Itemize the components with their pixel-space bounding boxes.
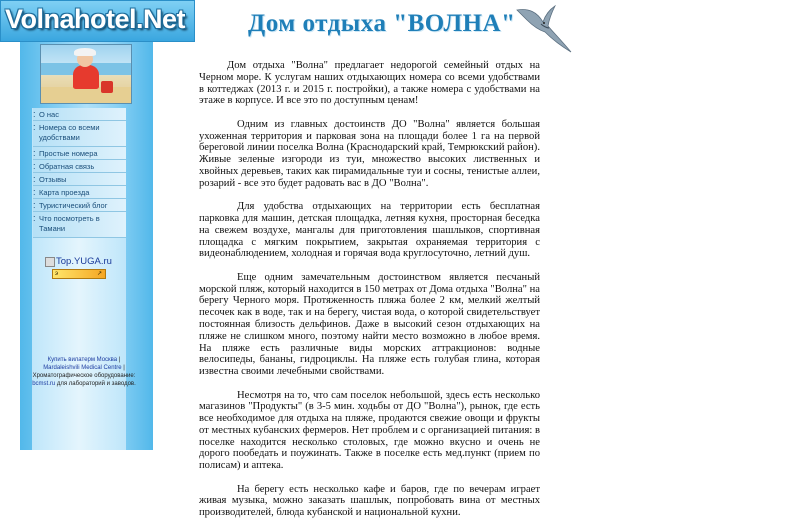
menu-item-rooms-all-amenities[interactable]	[33, 121, 126, 147]
ad-link-bcmst[interactable]: bcmst.ru	[32, 381, 56, 387]
menu-item-label: О нас	[39, 110, 59, 119]
seagull-icon	[515, 2, 573, 54]
menu-item-about[interactable]	[33, 108, 126, 121]
ad-text: Хроматографическое оборудование:	[32, 373, 136, 379]
header-photo-child-on-beach	[40, 44, 132, 104]
bullet-icon: :	[33, 174, 36, 184]
menu-item-label: Что посмотреть в Тамани	[39, 214, 100, 233]
site-logo[interactable]	[0, 0, 195, 42]
ad-text: для лабораторий и заводов.	[55, 381, 136, 387]
paragraph-territory: Одним из главных достоинств ДО "Волна" является большая ухоженная территория и парковая зона на площади более 1 га на первой береговой линии поселка Волна (Краснодарский край, Темрюкский район). Живые зеленые изгороди из туи, множество высоких лиственных и хвойных деревьев, таких как пирамидальные туи и сосны, тенистые аллеи, розарий - все это будет радовать вас в ДО "Волна".	[199, 118, 540, 189]
menu-item-reviews[interactable]	[33, 173, 126, 186]
paragraph-beach: Еще одним замечательным достоинством является песчаный морской пляж, который находится в 150 метрах от Дома отдыха "Волна" на берегу Черного моря. Протяженность пляжа более 2 км, мелкий желтый песочек как в воде, так и на берегу, чистая вода, о которой свидетельствует постоянная близость дельфинов. Даже в высокий сезон отдыхающих на пляже не слишком много, поэтому найти место возможно в любое время. На пляже есть различные виды морских аттракционов: водные велосипеды, бананы, гидроциклы. На пляже есть голубая глина, которая известна своими лечебными свойствами.	[199, 271, 540, 378]
paragraph-amenities: Для удобства отдыхающих на территории есть бесплатная парковка для машин, детская площадка, летняя кухня, просторная беседка на свежем воздухе, мангалы для приготовления шашлыков, спортивная площадка с мягким покрытием, закрытая охраняемая территория с видеонаблюдением, холодная и горячая вода круглосуточно, летний душ.	[199, 201, 540, 260]
bullet-icon: :	[33, 109, 36, 119]
logo-text: Volnahotel.Net	[5, 4, 186, 34]
bullet-icon: :	[33, 200, 36, 210]
bullet-icon: :	[33, 213, 36, 223]
menu-item-label: Обратная связь	[39, 162, 95, 171]
broken-image-icon	[45, 257, 55, 267]
menu-item-what-to-see[interactable]	[33, 212, 126, 238]
arrow-icon: ↗	[96, 271, 102, 277]
menu-item-feedback[interactable]	[33, 160, 126, 173]
bullet-icon: :	[33, 161, 36, 171]
ad-link-medical-centre[interactable]: Mardaleishvili Medical Centre	[43, 365, 122, 371]
bullet-icon: :	[33, 148, 36, 158]
rating-banner-link[interactable]	[45, 256, 112, 267]
menu-item-directions-map[interactable]	[33, 186, 126, 199]
menu-item-label: Простые номера	[39, 149, 98, 158]
sidebar-menu	[33, 108, 126, 238]
menu-item-travel-blog[interactable]	[33, 199, 126, 212]
rating-banner-alt: Top.YUGA.ru	[56, 256, 112, 267]
bullet-icon: :	[33, 122, 36, 132]
visitor-counter[interactable]	[52, 269, 106, 279]
paragraph-intro: Дом отдыха "Волна" предлагает недорогой семейный отдых на Черном море. К услугам наших отдыхающих номера со всеми удобствами в коттеджах (2013 г. и 2015 г. постройки), а также номера с удобствами на этаже в корпусе. И все это по доступным ценам!	[199, 60, 540, 107]
separator: |	[121, 365, 125, 371]
paragraph-village: Несмотря на то, что сам поселок небольшой, здесь есть несколько магазинов "Продукты" (в 3-5 мин. ходьбы от ДО "Волна"), рынок, где есть все необходимое для отдыха на пляже, продаются свежие овощи и фрукты от местных кубанских фермеров. Нет проблем и с организацией питания: в поселке находится несколько столовых, где можно вкусно и очень не дорого пообедать и поужинать. Также в поселке есть мед.пункт (прием по полисам) и аптека.	[199, 389, 540, 472]
page-title: Дом отдыха "ВОЛНА"	[248, 10, 516, 37]
menu-item-label: Номера со всеми удобствами	[39, 123, 100, 142]
menu-item-label: Карта проезда	[39, 188, 90, 197]
sidebar-ad-links	[30, 356, 138, 388]
separator: |	[117, 357, 121, 363]
menu-item-label: Отзывы	[39, 175, 67, 184]
menu-item-simple-rooms[interactable]	[33, 147, 126, 160]
paragraph-cafes: На берегу есть несколько кафе и баров, где по вечерам играет живая музыка, можно заказать шашлык, попробовать вина от местных производителей, блюда кубанской и национальной кухни.	[199, 483, 540, 519]
menu-item-label: Туристический блог	[39, 201, 108, 210]
bullet-icon: :	[33, 187, 36, 197]
counter-label: э	[55, 271, 59, 277]
main-content	[199, 60, 540, 531]
ad-link-vilaterm[interactable]: Купить вилатерм Москва	[47, 357, 118, 363]
